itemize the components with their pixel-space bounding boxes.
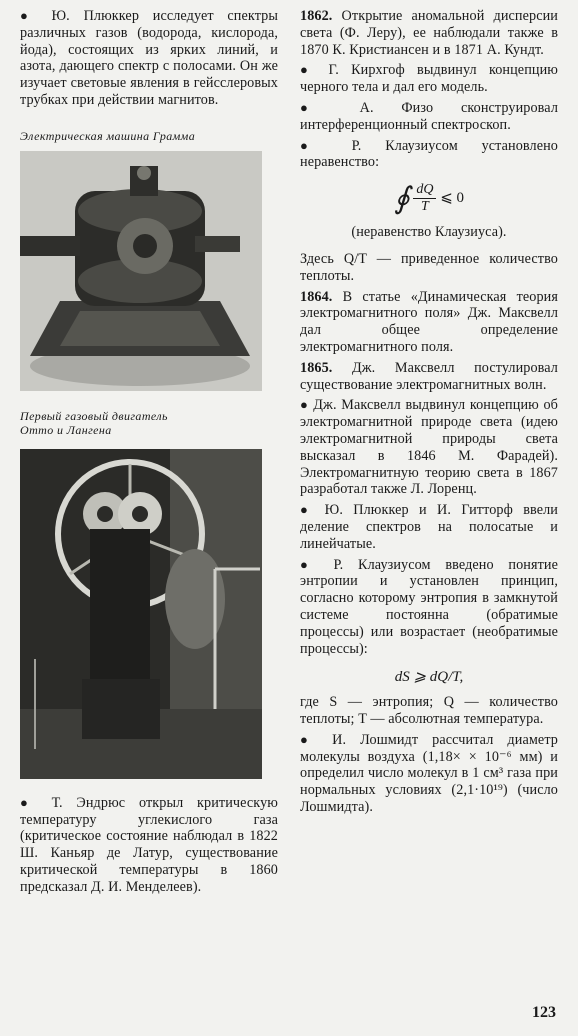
right-column (300, 8, 558, 820)
caption-gramme-machine: Электрическая машина Грамма (20, 128, 196, 143)
text-1865: Дж. Максвелл постулировал существование электромагнитных волн. (300, 359, 558, 393)
contour-integral-symbol: ∮ (393, 182, 410, 216)
page-number: 123 (532, 1004, 556, 1021)
gramme-machine-illustration (20, 151, 262, 391)
year-1864: 1864. (300, 288, 333, 305)
paragraph-fizeau-spectroscope: ● А. Физо сконструировал интерференционный спектроскоп. (300, 100, 558, 134)
paragraph-pluecker-spectra: ● Ю. Плюккер исследует спектры различных газов (водорода, кислорода, йода), состоящих из ярких линий, и азота, дающего спектр с полосами. Он же изучает световые явления в гейсслеровых трубках при действии магнитов. (20, 8, 278, 109)
inequality-rhs: ⩽ 0 (440, 190, 465, 207)
paragraph-kirchhoff-black-body: ● Г. Кирхгоф выдвинул концепцию черного тела и дал его модель. (300, 62, 558, 96)
text-1862: Открытие аномальной дисперсии света (Ф. Леру), ее наблюдали также в 1870 К. Кристиансен и в 1871 А. Кундт. (300, 8, 558, 58)
clausius-inequality-formula (300, 181, 558, 216)
otto-langen-engine-illustration (20, 449, 262, 779)
paragraph-1865-maxwell (300, 360, 558, 394)
paragraph-pluecker-hittorf: ● Ю. Плюккер и И. Гитторф ввели деление спектров на полосатые и линейчатые. (300, 502, 558, 552)
text-1864: В статье «Динамическая теория электромагнитного поля» Дж. Максвелл дал общее определение электромагнитного поля. (300, 288, 558, 355)
caption-clausius-inequality: (неравенство Клаузиуса). (351, 224, 507, 241)
year-1865: 1865. (300, 359, 333, 376)
fraction-numerator: dQ (413, 182, 436, 199)
left-column (20, 8, 278, 900)
paragraph-andrews-critical-temperature: ● Т. Эндрюс открыл критическую температуру углекислого газа (критическое состояние наблюдал в 1822 Ш. Каньяр де Латур, существование критической температуры в 1860 предсказал Д. И. Менделеев). (20, 795, 278, 896)
paragraph-clausius-entropy: ● Р. Клаузиусом введено понятие энтропии и установлен принцип, согласно которому энтропия в замкнутой системе постоянна (обратимые процессы) или возрастает (необратимые процессы): (300, 557, 558, 658)
caption-otto-langen-engine-line1: Первый газовый двигатель (20, 408, 168, 423)
paragraph-1864-maxwell (300, 289, 558, 356)
paragraph-loschmidt: ● И. Лошмидт рассчитал диаметр молекулы воздуха (1,18× × 10⁻⁶ мм) и определил число молекул в 1 см³ газа при нормальных условиях (2,1·10¹⁹) (число Лошмидта). (300, 732, 558, 816)
photo-otto-langen-engine (20, 449, 262, 779)
photo-gramme-machine (20, 151, 262, 391)
fraction-denominator: T (421, 199, 429, 215)
paragraph-clausius-inequality: ● Р. Клаузиусом установлено неравенство: (300, 138, 558, 172)
paragraph-maxwell-light-theory: ● Дж. Максвелл выдвинул концепцию об электромагнитной природе света (идею электромагнитной природы света высказал в 1846 М. Фарадей). Электромагнитную теорию света в 1867 разработал также Л. Лоренц. (300, 397, 558, 498)
paragraph-reduced-heat: Здесь Q/T — приведенное количество теплоты. (300, 250, 558, 284)
fraction-dq-over-t (413, 182, 436, 215)
paragraph-entropy-definitions: где S — энтропия; Q — количество теплоты; T — абсолютная температура. (300, 694, 558, 728)
entropy-formula: dS ⩾ dQ/T, (394, 669, 464, 686)
paragraph-1862-anomalous-dispersion (300, 8, 558, 58)
caption-otto-langen-engine-line2: Отто и Лангена (20, 422, 112, 437)
year-1862: 1862. (300, 8, 333, 24)
